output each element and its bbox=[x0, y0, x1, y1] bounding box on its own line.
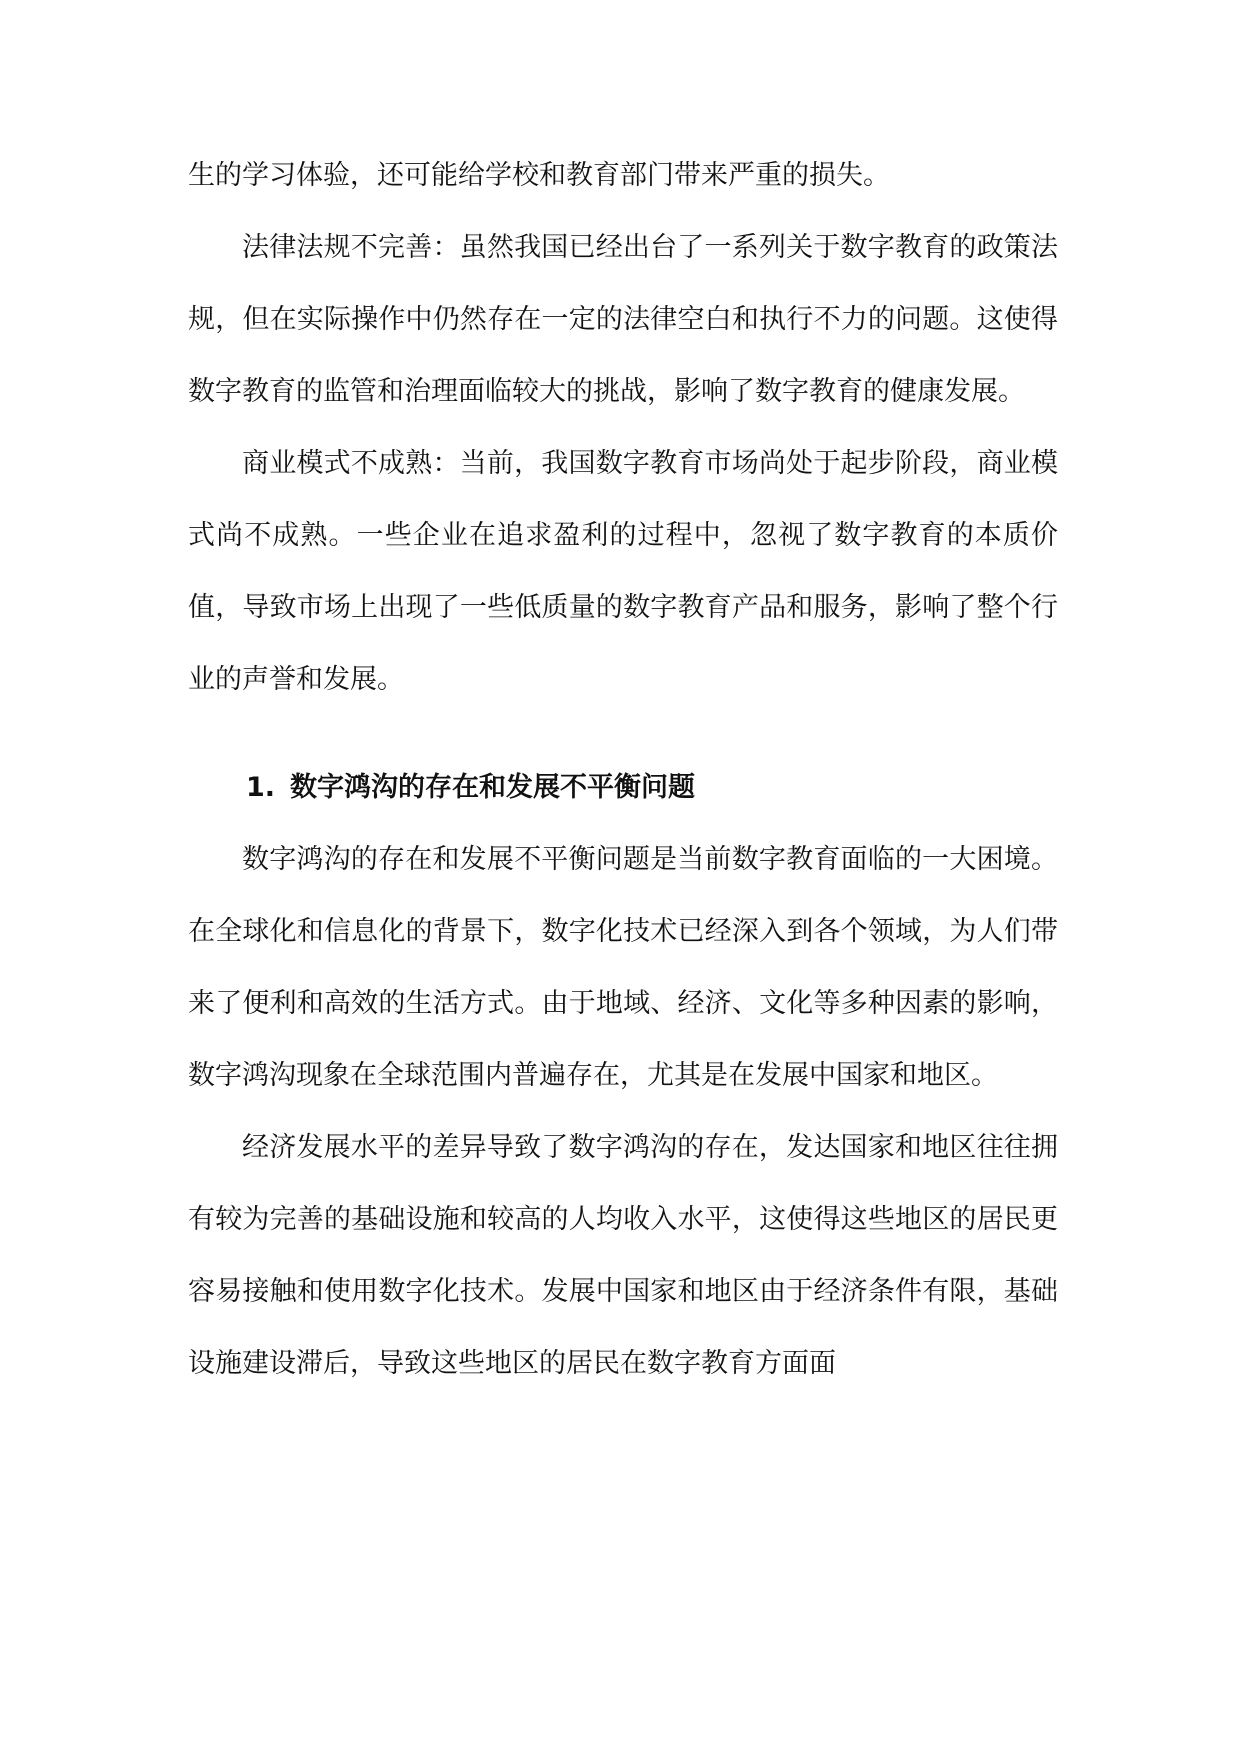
section-heading bbox=[188, 752, 1058, 824]
document-body bbox=[188, 140, 1058, 1400]
paragraph-legal-regulations: 法律法规不完善：虽然我国已经出台了一系列关于数字教育的政策法规，但在实际操作中仍然存在一定的法律空白和执行不力的问题。这使得数字教育的监管和治理面临较大的挑战，影响了数字教育的健康发展。 bbox=[188, 232, 1058, 407]
section-number: 1. bbox=[246, 772, 276, 803]
paragraph-digital-divide-intro: 数字鸿沟的存在和发展不平衡问题是当前数字教育面临的一大困境。在全球化和信息化的背景下，数字化技术已经深入到各个领域，为人们带来了便利和高效的生活方式。由于地域、经济、文化等多种因素的影响，数字鸿沟现象在全球范围内普遍存在，尤其是在发展中国家和地区。 bbox=[188, 844, 1058, 1091]
paragraph-business-model: 商业模式不成熟：当前，我国数字教育市场尚处于起步阶段，商业模式尚不成熟。一些企业在追求盈利的过程中，忽视了数字教育的本质价值，导致市场上出现了一些低质量的数字教育产品和服务，影响了整个行业的声誉和发展。 bbox=[188, 448, 1058, 695]
section-title: 数字鸿沟的存在和发展不平衡问题 bbox=[290, 772, 695, 803]
paragraph-continuation: 生的学习体验，还可能给学校和教育部门带来严重的损失。 bbox=[188, 160, 890, 191]
paragraph-economic-differences: 经济发展水平的差异导致了数字鸿沟的存在，发达国家和地区往往拥有较为完善的基础设施和较高的人均收入水平，这使得这些地区的居民更容易接触和使用数字化技术。发展中国家和地区由于经济条件有限，基础设施建设滞后，导致这些地区的居民在数字教育方面面 bbox=[188, 1132, 1058, 1379]
